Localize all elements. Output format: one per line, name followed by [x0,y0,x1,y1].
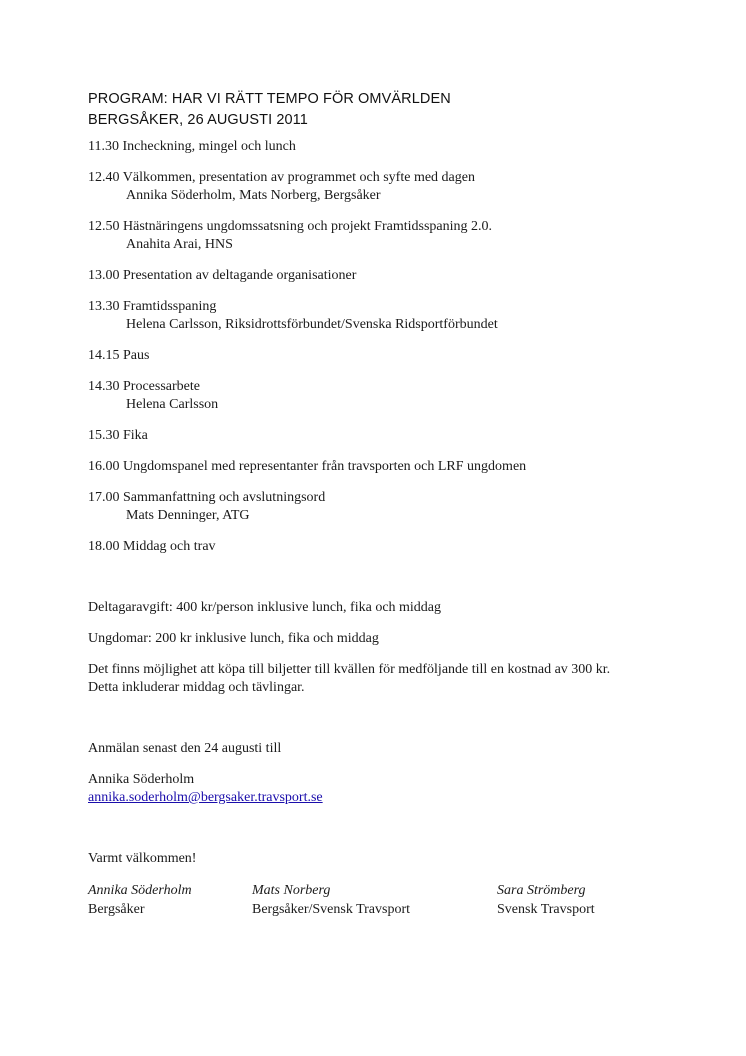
extra-tickets-line-2: Detta inkluderar middag och tävlingar. [88,680,305,695]
program-title: Presentation av deltagande organisationer [123,268,357,283]
program-item [88,458,708,476]
program-speaker: Anahita Arai, HNS [126,237,233,252]
program-item [88,347,708,365]
contact-name: Annika Söderholm [88,772,195,787]
document-page [88,89,708,919]
program-time: 16.00 [88,459,120,474]
signature-block [252,881,410,919]
welcome-text: Varmt välkommen! [88,851,197,866]
signature-block [497,881,595,919]
program-speaker: Helena Carlsson, Riksidrottsförbundet/Svenska Ridsportförbundet [126,317,498,332]
program-time: 12.50 [88,219,120,234]
program-item [88,427,708,445]
signature-name: Mats Norberg [252,883,331,898]
program-title: Paus [123,348,150,363]
fees-section [88,599,708,697]
signature-block [88,881,192,919]
signatures [88,881,708,919]
program-title: Incheckning, mingel och lunch [122,139,296,154]
program-title: Hästnäringens ungdomssatsning och projekt Framtidsspaning 2.0. [123,219,493,234]
program-time: 14.30 [88,379,120,394]
registration-section [88,740,708,807]
heading-line-1: PROGRAM: HAR VI RÄTT TEMPO FÖR OMVÄRLDEN [88,91,451,107]
registration-deadline: Anmälan senast den 24 augusti till [88,741,282,756]
program-item [88,138,708,156]
program-title: Middag och trav [123,539,216,554]
program-item [88,538,708,556]
signature-org: Bergsåker/Svensk Travsport [252,902,411,917]
extra-tickets [88,661,708,697]
program-time: 17.00 [88,490,120,505]
program-time: 14.15 [88,348,120,363]
program-item [88,378,708,414]
document-heading [88,89,708,131]
program-item [88,298,708,334]
program-time: 11.30 [88,139,119,154]
program-item [88,169,708,205]
program-item [88,489,708,525]
registration-contact [88,771,708,807]
program-time: 12.40 [88,170,120,185]
program-speaker: Helena Carlsson [126,397,219,412]
contact-email-link[interactable]: annika.soderholm@bergsaker.travsport.se [88,790,323,805]
heading-line-2: BERGSÅKER, 26 AUGUSTI 2011 [88,112,308,128]
program-title: Ungdomspanel med representanter från travsporten och LRF ungdomen [123,459,527,474]
program-item [88,267,708,285]
program-time: 15.30 [88,428,120,443]
program-title: Processarbete [123,379,200,394]
extra-tickets-line-1: Det finns möjlighet att köpa till biljetter till kvällen för medföljande till en kostnad av 300 kr. [88,662,611,677]
program-title: Framtidsspaning [123,299,217,314]
program-item [88,218,708,254]
program-speaker: Annika Söderholm, Mats Norberg, Bergsåker [126,188,381,203]
program-list [88,138,708,556]
youth-fee: Ungdomar: 200 kr inklusive lunch, fika och middag [88,631,379,646]
program-speaker: Mats Denninger, ATG [126,508,250,523]
program-time: 13.00 [88,268,120,283]
program-title: Fika [123,428,148,443]
program-title: Sammanfattning och avslutningsord [123,490,326,505]
signature-name: Annika Söderholm [88,883,192,898]
signature-org: Svensk Travsport [497,902,595,917]
program-time: 13.30 [88,299,120,314]
participant-fee: Deltagaravgift: 400 kr/person inklusive lunch, fika och middag [88,600,442,615]
signature-name: Sara Strömberg [497,883,586,898]
program-time: 18.00 [88,539,120,554]
program-title: Välkommen, presentation av programmet och syfte med dagen [122,170,475,185]
signature-org: Bergsåker [88,902,145,917]
